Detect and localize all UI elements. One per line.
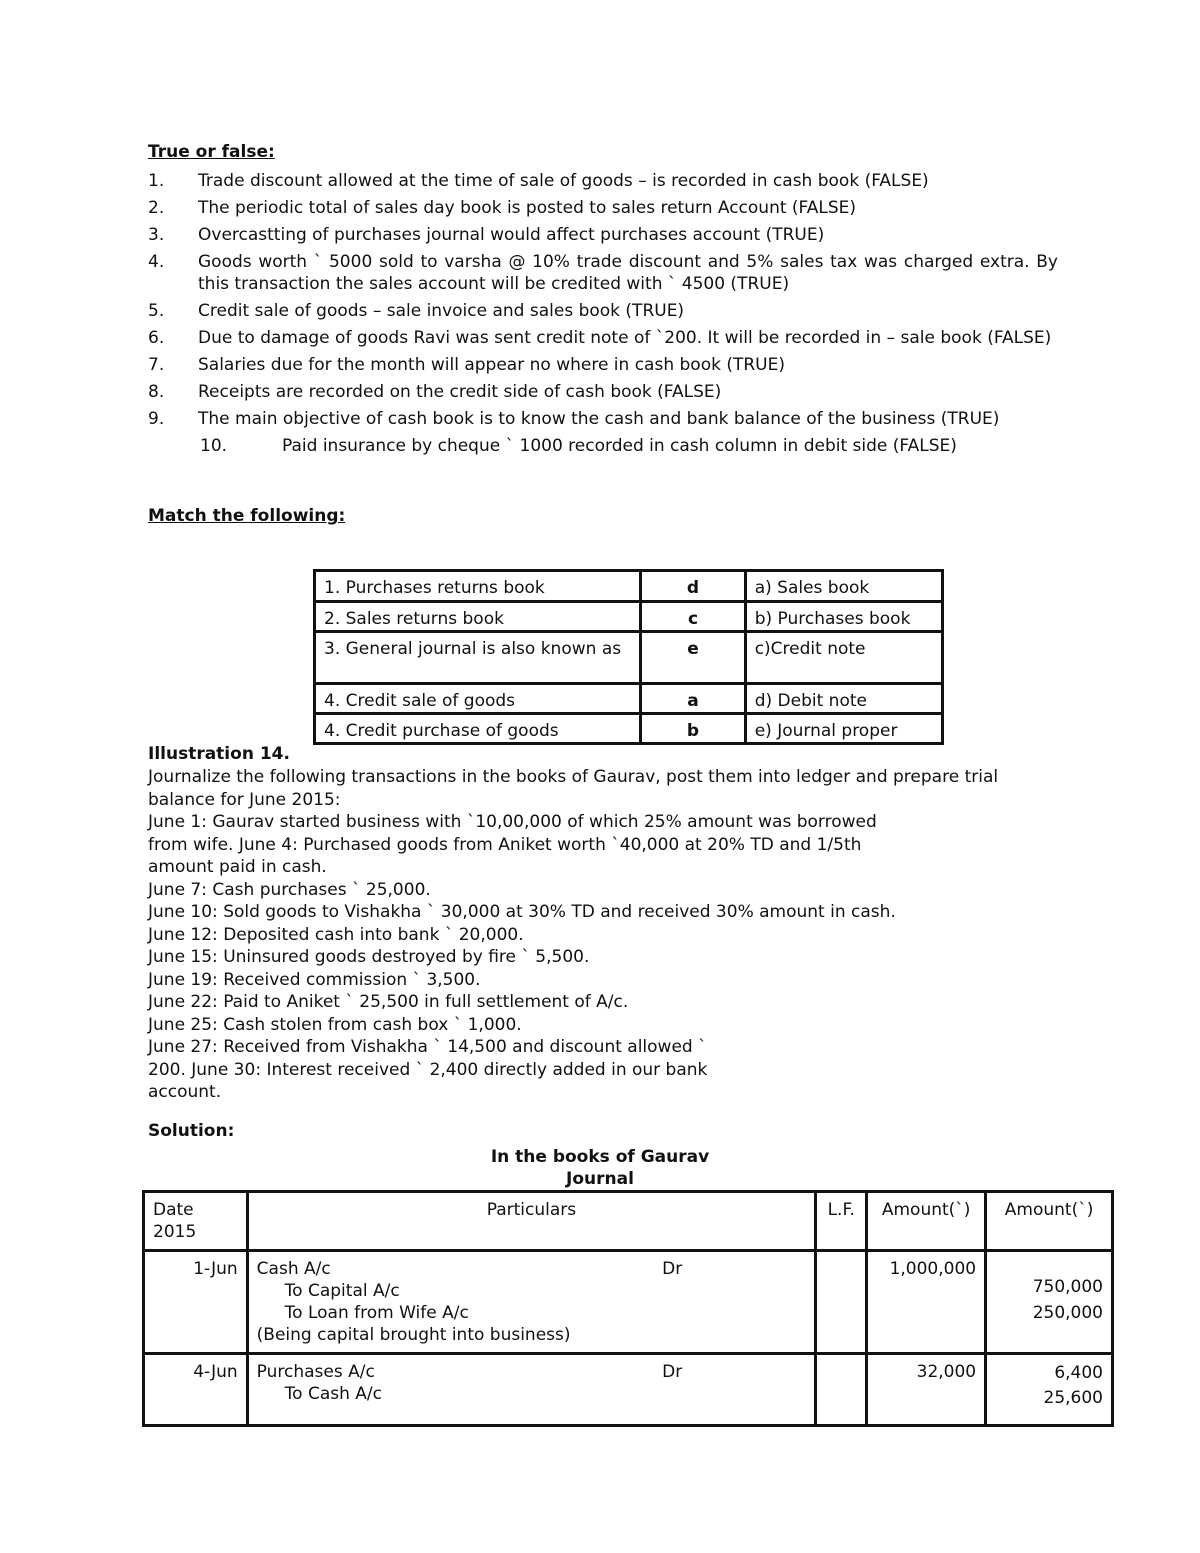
illustration-line: June 12: Deposited cash into bank ` 20,000. [148,924,524,945]
true-false-list [148,170,1058,462]
entry-debit-amount: 1,000,000 [867,1251,986,1354]
match-table [313,569,944,745]
illustration-line: account. [148,1082,222,1102]
date-header: Date 2015 [144,1192,248,1251]
entry-debit-amount: 32,000 [867,1354,986,1426]
solution-title: Solution: [148,1121,235,1141]
list-item: 3. Overcastting of purchases journal would affect purchases account (TRUE) [148,225,825,245]
books-title: In the books of Gaurav [490,1147,710,1167]
journal-title: Journal [566,1169,634,1189]
entry-lf [816,1251,867,1354]
entry-particulars: Cash A/c Dr To Capital A/c To Loan from Wife A/c (Being capital brought into business) [247,1251,816,1354]
list-item: 6. Due to damage of goods Ravi was sent credit note of `200. It will be recorded in – sale book (FALSE) [148,328,1052,348]
list-item: 7. Salaries due for the month will appear no where in cash book (TRUE) [148,355,785,375]
list-item: 4. Goods worth ` 5000 sold to varsha @ 10% trade discount and 5% sales tax was charged extra. By this transaction the sales account will be credited with ` 4500 (TRUE) [148,252,1058,294]
illustration-line: Journalize the following transactions in the books of Gaurav, post them into ledger and prepare trial [148,767,999,787]
illustration-line: from wife. June 4: Purchased goods from Aniket worth `40,000 at 20% TD and 1/5th [148,834,862,855]
table-row: 4. Credit sale of goods a d) Debit note [315,684,943,714]
illustration-line: 200. June 30: Interest received ` 2,400 directly added in our bank [148,1059,708,1080]
list-item: 8. Receipts are recorded on the credit side of cash book (FALSE) [148,382,722,402]
list-item: 1. Trade discount allowed at the time of sale of goods – is recorded in cash book (FALSE) [148,171,929,191]
illustration-line: June 1: Gaurav started business with `10,00,000 of which 25% amount was borrowed [148,812,877,832]
illustration-body [148,766,1058,1104]
illustration-line: June 22: Paid to Aniket ` 25,500 in full settlement of A/c. [148,992,629,1012]
journal-header-row [144,1192,1113,1251]
list-item: 10. Paid insurance by cheque ` 1000 recorded in cash column in debit side (FALSE) [200,436,957,456]
illustration-line: amount paid in cash. [148,857,327,877]
true-false-heading: True or false: [148,142,275,162]
illustration-line: balance for June 2015: [148,789,341,810]
lf-header: L.F. [816,1192,867,1251]
list-item: 5. Credit sale of goods – sale invoice and sales book (TRUE) [148,301,685,321]
illustration-line: June 27: Received from Vishakha ` 14,500 and discount allowed ` [148,1037,707,1057]
entry-date: 1-Jun [144,1251,248,1354]
table-row [144,1251,1113,1354]
illustration-line: June 25: Cash stolen from cash box ` 1,000. [148,1014,522,1035]
match-heading: Match the following: [148,506,346,526]
entry-particulars: Purchases A/c Dr To Cash A/c [247,1354,816,1426]
entry-date: 4-Jun [144,1354,248,1426]
list-item: 9. The main objective of cash book is to know the cash and bank balance of the business (TRUE) [148,409,1000,429]
illustration-line: June 7: Cash purchases ` 25,000. [148,879,431,900]
table-row [144,1354,1113,1426]
illustration-line: June 19: Received commission ` 3,500. [148,969,481,990]
amount-dr-header: Amount(`) [867,1192,986,1251]
journal-table [142,1190,1114,1427]
table-row: 4. Credit purchase of goods b e) Journal proper [315,714,943,744]
illustration-line: June 15: Uninsured goods destroyed by fire ` 5,500. [148,947,590,967]
table-row: 2. Sales returns book c b) Purchases book [315,602,943,632]
entry-credit-amounts: 750,000 250,000 [986,1251,1113,1354]
particulars-header: Particulars [247,1192,816,1251]
entry-credit-amounts: 6,400 25,600 [986,1354,1113,1426]
entry-lf [816,1354,867,1426]
illustration-line: June 10: Sold goods to Vishakha ` 30,000 at 30% TD and received 30% amount in cash. [148,902,896,922]
list-item: 2. The periodic total of sales day book is posted to sales return Account (FALSE) [148,198,857,218]
illustration-title: Illustration 14. [148,744,290,764]
table-row: 1. Purchases returns book d a) Sales book [315,571,943,602]
table-row: 3. General journal is also known as e c)Credit note [315,632,943,684]
amount-cr-header: Amount(`) [986,1192,1113,1251]
